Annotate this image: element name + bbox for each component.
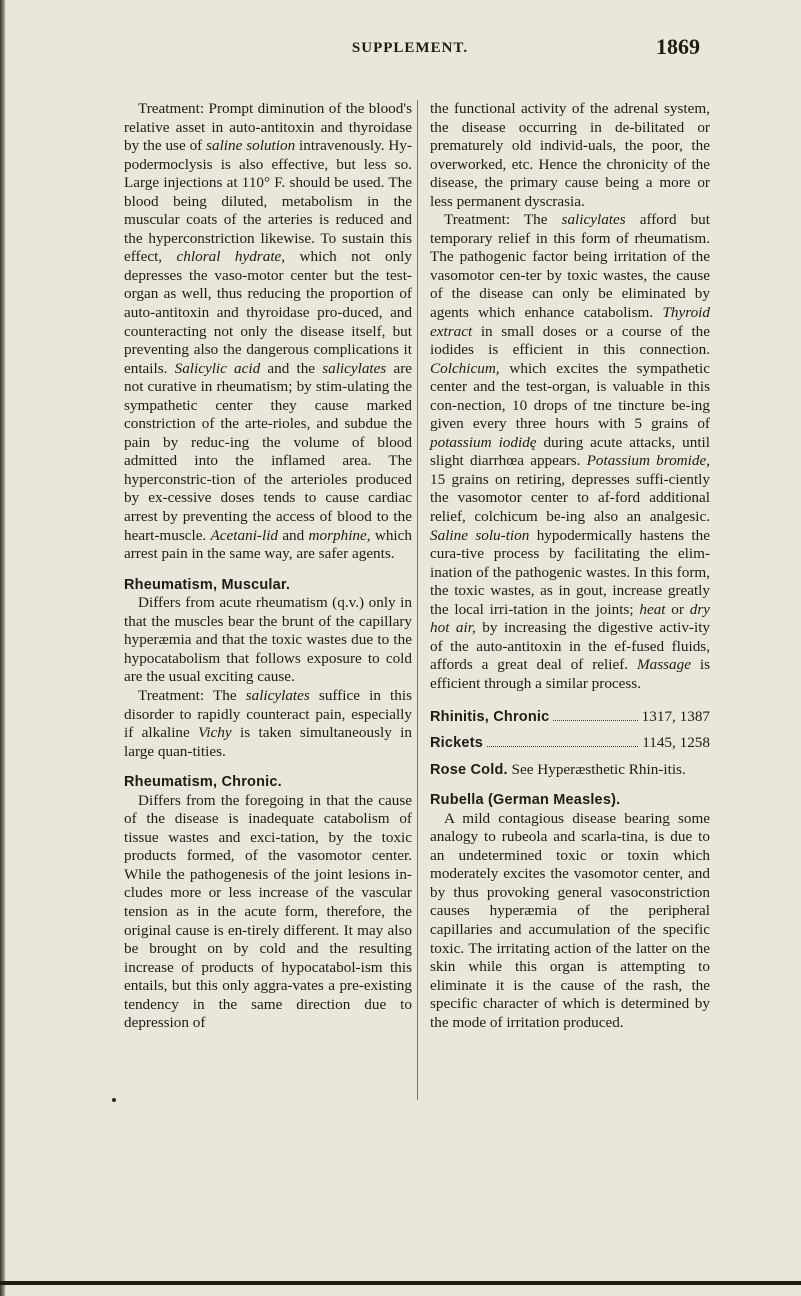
entry-heading: Rose Cold. <box>430 761 508 778</box>
index-entry-rhinitis <box>430 708 710 727</box>
index-pages: 1145, 1258 <box>642 734 710 752</box>
continuation-paragraph: the functional activity of the adrenal system, the disease occurring in de-bilitated or prematurely old individ-uals, the poor, the overworked, etc. Hence the chronicity of the disease, the primary cause being a more or less permanent dyscrasia. <box>430 100 710 210</box>
leader-dots <box>553 709 637 721</box>
index-entry-rickets <box>430 734 710 753</box>
entry-heading: Rheumatism, Chronic. <box>124 774 282 791</box>
left-column <box>124 100 412 1033</box>
entry-treatment: Treatment: The salicylates afford but temporary relief in this form of rheumatism. The pathogenic factor being irritation of the vasomotor cen-ter by toxic wastes, the cause of the disease can only be eliminated by agents which enhance catabolism. Thyroid extract in small doses or a course of the iodides is efficient in this connection. Colchicum, which excites the sympathetic center and the test-organ, is valuable in this con-nection, 10 drops of tne tincture be-ing given every three hours with 5 grains of potassium iodidę during acute attacks, until slight diarrhœa appears. Potassium bromide, 15 grains on retiring, depresses suffi-ciently the vasomotor center to af-ford additional relief, colchicum be-ing also an analgesic. Saline solu-tion hypodermically hastens the cura-tive process by facilitating the elim-ination of the pathogenic wastes. In this form, the toxic wastes, as in gout, increase greatly the local irri-tation in the joints; heat or dry hot air, by increasing the digestive activ-ity of the auto-antitoxin in the ef-fused fluids, affords a great deal of relief. Massage is efficient through a similar process. <box>430 211 711 692</box>
print-speck <box>112 1098 116 1102</box>
bottom-edge-rule <box>0 1281 801 1285</box>
entry-rose-cold <box>430 760 710 780</box>
index-heading: Rickets <box>430 735 483 752</box>
page-binding-edge <box>0 0 6 1296</box>
entry-body: A mild contagious disease bearing some analogy to rubeola and scarla-tina, is due to an undetermined toxic or toxin which moderately excites the vasomotor center, and by thus provoking general vasoconstriction causes hyperæmia of the peripheral capillaries and accumulation of the specific toxic. The irritating action of the latter on the skin while this organ is attempting to eliminate it is the cause of the rash, the specific character of which is determined by the mode of irritation produced. <box>430 809 710 1031</box>
page-header <box>120 34 700 64</box>
entry-body: Differs from the foregoing in that the cause of the disease is inadequate catabolism of tissue wastes and exci-tation, by the toxic products formed, of the vasomotor center. While the pathogenesis of the joint lesions in-cludes more or less increase of the vascular tension as in the acute form, therefore, the original cause is en-tirely different. It may also be brought on by cold and the resulting increase of products of hypocatabol-ism this entails, but this only aggra-vates a pre-existing tendency in the same direction due to depression of <box>124 791 412 1032</box>
index-pages: 1317, 1387 <box>641 707 710 725</box>
entry-treatment: Treatment: The salicylates suffice in this disorder to rapidly counteract pain, especially if alkaline Vichy is taken simultaneously in large quan-tities. <box>124 686 412 760</box>
entry-heading: Rubella (German Measles). <box>430 792 621 809</box>
entry-rheumatism-chronic <box>124 773 412 1033</box>
treatment-paragraph: Treatment: Prompt diminution of the blood's relative asset in auto-antitoxin and thyroidase by the use of saline solution intravenously. Hy-podermoclysis is also effective, but less so. Large injections at 110° F. should be used. The blood being diluted, metabolism in the muscular coats of the arteries is reduced and the hyperconstriction likewise. To sustain this effect, chloral hydrate, which not only depresses the vaso-motor center but the test-organ as well, thus reducing the proportion of auto-antitoxin and thyroidase pro-duced, and counteracting not only the disease itself, but preventing also the dangerous complications it entails. Salicylic acid and the salicylates are not curative in rheumatism; by stim-ulating the sympathetic center they cause marked constriction of the arte-rioles, and subdue the pain by reduc-ing the volume of blood admitted into the inflamed area. The hyperconstric-tion of the arterioles produced by ex-cessive doses tends to cause cardiac arrest by preventing the access of blood to the heart-muscle. Acetani-lid and morphine, which arrest pain in the same way, are safer agents. <box>124 100 412 563</box>
column-divider <box>417 100 418 1100</box>
index-heading: Rhinitis, Chronic <box>430 708 550 725</box>
running-head: SUPPLEMENT. <box>351 40 469 56</box>
entry-rheumatism-muscular <box>124 576 412 761</box>
entry-rubella <box>430 791 710 1032</box>
entry-heading: Rheumatism, Muscular. <box>124 576 291 593</box>
entry-body: Differs from acute rheumatism (q.v.) only in that the muscles bear the brunt of the capillary hyperæmia and that the toxic wastes due to the hypocatabolism that follows exposure to cold are the usual exciting cause. <box>124 594 412 686</box>
page-number: 1869 <box>656 34 700 59</box>
entry-body: See Hyperæsthetic Rhin-itis. <box>507 760 686 778</box>
leader-dots <box>487 735 638 747</box>
right-column <box>430 100 710 1032</box>
